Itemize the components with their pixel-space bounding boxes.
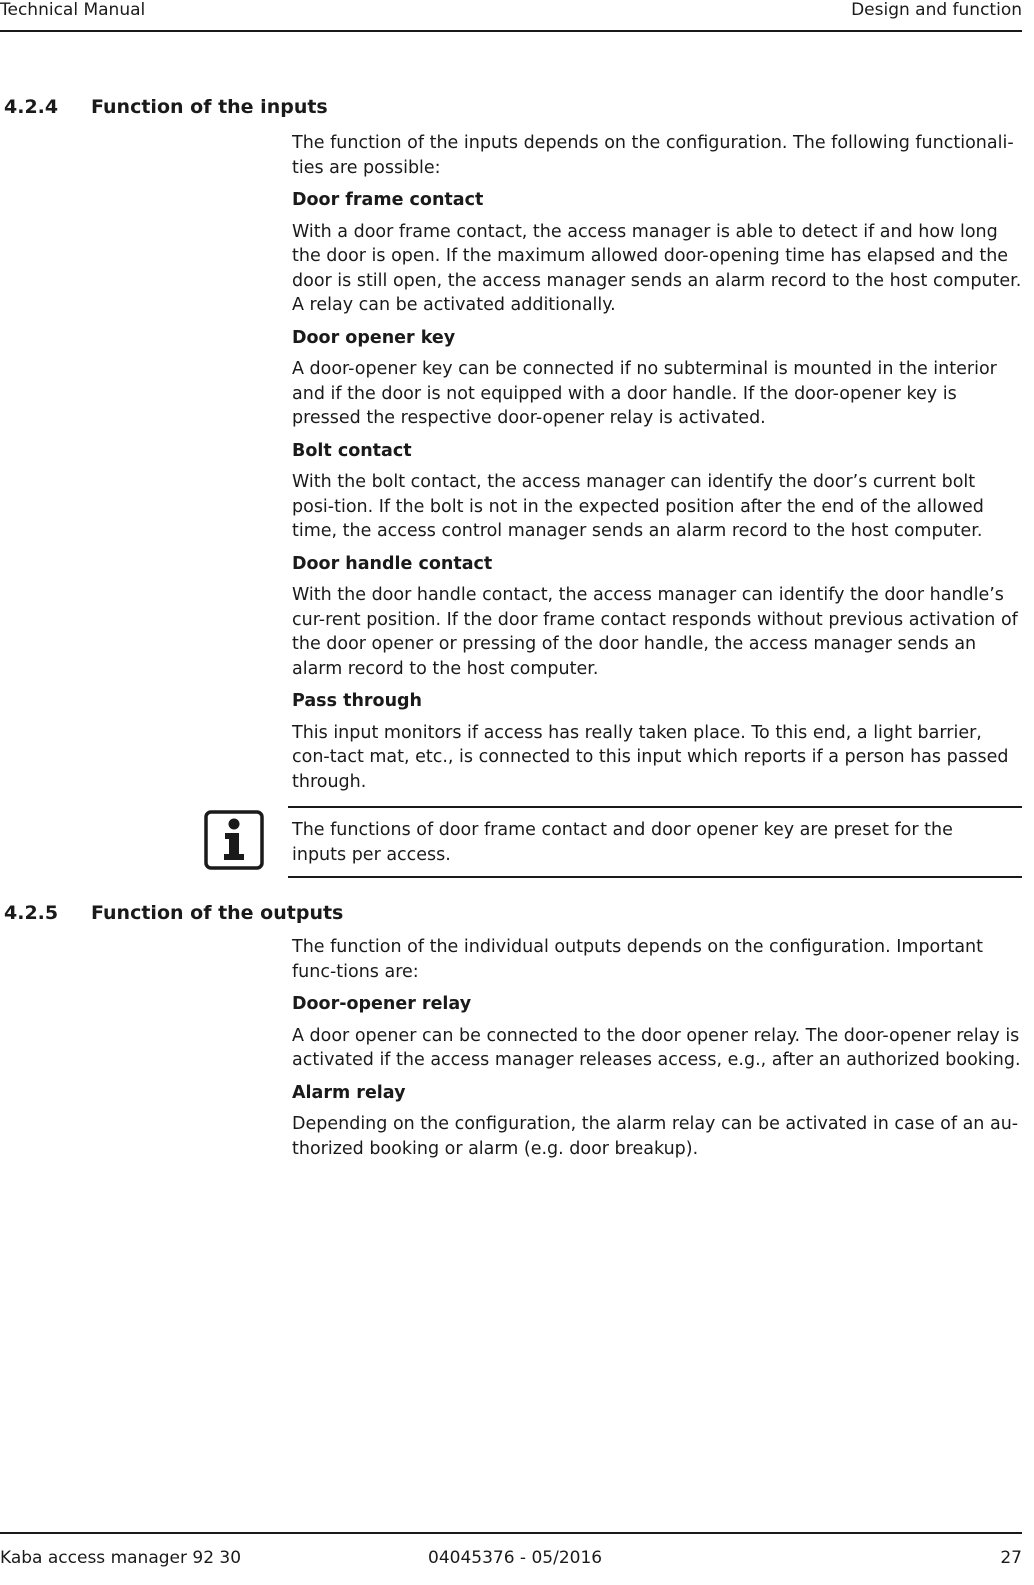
subheading: Door handle contact bbox=[292, 553, 493, 574]
subheading: Door frame contact bbox=[292, 190, 484, 210]
subheading: Alarm relay bbox=[292, 1082, 406, 1103]
paragraph: A door opener can be connected to the door opener relay. The door-opener relay is activated if the access manager releases access, e.g., after an authorized booking. bbox=[292, 1025, 1021, 1070]
section-body-inputs bbox=[292, 131, 1022, 802]
subheading: Bolt contact bbox=[292, 440, 412, 461]
paragraph: A door-opener key can be connected if no subterminal is mounted in the interior and if the door is not equipped with a door handle. If the door-opener key is pressed the respective door-opener relay is activated. bbox=[292, 359, 997, 428]
paragraph: With the door handle contact, the access manager can identify the door handle’s cur-rent position. If the door frame contact responds without previous activation of the door opener or pressing of the door handle, the access manager sends an alarm record to the host computer. bbox=[292, 585, 1018, 679]
paragraph: This input monitors if access has really taken place. To this end, a light barrier, con-tact mat, etc., is connected to this input which reports if a person has passed through. bbox=[292, 722, 1009, 792]
header-doc-title: Technical Manual bbox=[0, 0, 146, 20]
paragraph: With the bolt contact, the access manager can identify the door’s current bolt posi-tion. If the bolt is not in the expected position after the end of the allowed time, the access control manager sends an alarm record to the host computer. bbox=[292, 472, 984, 541]
footer-product-name: Kaba access manager 92 30 bbox=[0, 1548, 242, 1568]
header-rule bbox=[0, 30, 1022, 32]
section-title: Function of the outputs bbox=[91, 902, 344, 924]
section-intro: The function of the individual outputs depends on the configuration. Important func-tions are: bbox=[292, 937, 984, 982]
page-number: 27 bbox=[1000, 1548, 1022, 1568]
footer-doc-number: 04045376 - 05/2016 bbox=[428, 1548, 603, 1568]
section-intro: The function of the inputs depends on the configuration. The following functionali-ties are possible: bbox=[292, 133, 1014, 178]
header-chapter-title: Design and function bbox=[851, 0, 1022, 20]
footer-rule bbox=[0, 1532, 1022, 1534]
info-note bbox=[288, 806, 1022, 878]
paragraph: With a door frame contact, the access manager is able to detect if and how long the door is open. If the maximum allowed door-opening time has elapsed and the door is still open, the access manager sends an alarm record to the host computer. A relay can be activated additionally. bbox=[292, 221, 1022, 315]
subheading: Door opener key bbox=[292, 327, 456, 348]
info-icon bbox=[204, 810, 264, 870]
section-number: 4.2.5 bbox=[4, 902, 59, 924]
paragraph: Depending on the configuration, the alarm relay can be activated in case of an au-thorized booking or alarm (e.g. door breakup). bbox=[292, 1114, 1019, 1159]
section-number: 4.2.4 bbox=[4, 96, 59, 118]
section-title: Function of the inputs bbox=[91, 96, 328, 118]
note-text: The functions of door frame contact and door opener key are preset for the inputs per access. bbox=[292, 820, 953, 865]
subheading: Pass through bbox=[292, 691, 423, 711]
subheading: Door-opener relay bbox=[292, 994, 472, 1014]
section-body-outputs bbox=[292, 935, 1022, 1169]
